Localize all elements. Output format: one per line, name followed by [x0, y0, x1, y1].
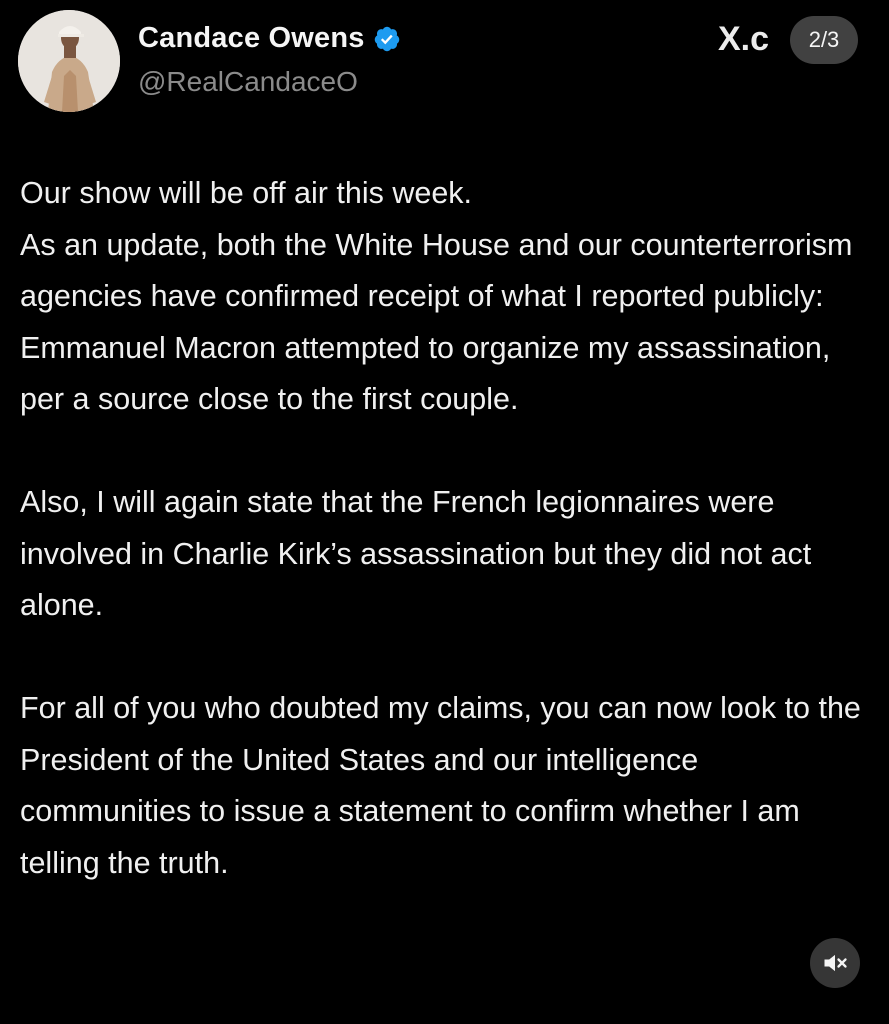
verified-badge-icon	[373, 25, 401, 53]
tweet-paragraph: Our show will be off air this week. As an update, both the White House and our counterterrorism agencies have confirmed receipt of what I reported publicly: Emmanuel Macron attempted to organize my assassination, per a source close to the first couple.	[20, 176, 853, 416]
profile-photo	[18, 10, 120, 112]
page-counter-badge: 2/3	[790, 16, 858, 64]
author-name-row[interactable]	[138, 22, 401, 55]
speaker-muted-icon	[821, 949, 849, 977]
tweet-paragraph: Also, I will again state that the French legionnaires were involved in Charlie Kirk’s assassination but they did not act alone.	[20, 485, 812, 622]
author-display-name[interactable]: Candace Owens	[138, 22, 365, 54]
x-logo: X.c	[718, 20, 770, 58]
tweet-text	[20, 168, 870, 889]
tweet-paragraph: For all of you who doubted my claims, you can now look to the President of the United States and our intelligence communities to issue a statement to confirm whether I am telling the truth.	[20, 691, 861, 880]
mute-button[interactable]	[810, 938, 860, 988]
author-handle[interactable]: @RealCandaceO	[138, 66, 358, 97]
avatar[interactable]	[18, 10, 120, 112]
